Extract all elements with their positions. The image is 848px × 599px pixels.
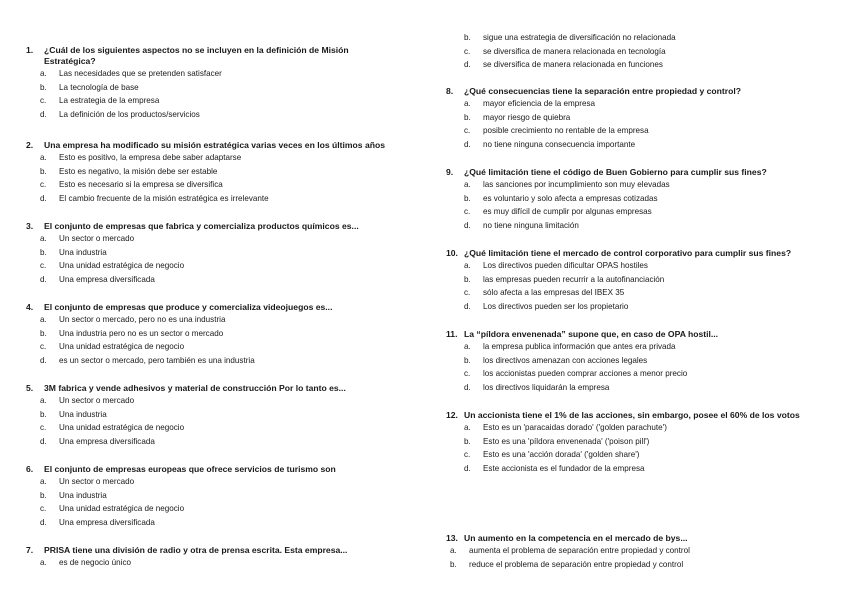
option-letter: c.: [464, 207, 471, 217]
answer-option: [446, 435, 800, 449]
question-text: El conjunto de empresas europeas que ofrece servicios de turismo son: [44, 464, 336, 474]
answer-option: [26, 165, 385, 179]
question-heading: [26, 464, 336, 475]
answer-option: [26, 259, 359, 273]
question: [26, 45, 349, 121]
option-text: Una unidad estratégica de negocio: [59, 423, 185, 433]
answer-option: [26, 108, 349, 122]
question: [26, 545, 347, 570]
option-letter: b.: [40, 409, 47, 419]
answer-option: [26, 475, 336, 489]
option-letter: c.: [40, 504, 47, 514]
question-heading: [446, 329, 718, 340]
answer-option: [446, 286, 791, 300]
option-text: Esto es necesario si la empresa se diversifica: [59, 180, 223, 190]
question-heading: [26, 545, 347, 556]
question: [446, 31, 676, 72]
answer-option: [446, 192, 767, 206]
option-letter: c.: [464, 126, 471, 136]
option-text: Una empresa diversificada: [59, 436, 155, 446]
option-letter: a.: [40, 477, 47, 486]
question-heading: [446, 410, 800, 421]
question-heading: [446, 533, 690, 544]
option-letter: a.: [464, 342, 471, 351]
option-letter: d.: [464, 382, 471, 392]
option-letter: b.: [464, 436, 471, 446]
question-text: ¿Qué limitación tiene el código de Buen Gobierno para cumplir sus fines?: [464, 167, 767, 177]
option-letter: c.: [40, 96, 47, 106]
answer-option: [26, 556, 347, 570]
answer-option: [446, 111, 741, 125]
answer-option: [26, 273, 359, 287]
question-number: 1.: [26, 45, 34, 55]
option-text: no tiene ninguna consecuencia importante: [483, 139, 636, 149]
option-text: los accionistas pueden comprar acciones a menor precio: [483, 369, 688, 379]
option-letter: a.: [40, 234, 47, 243]
question-number: 9.: [446, 167, 454, 177]
answer-option: [26, 421, 346, 435]
option-letter: a.: [40, 396, 47, 405]
question-number: 8.: [446, 86, 454, 96]
question-number: 3.: [26, 221, 34, 231]
option-text: Una industria: [59, 490, 107, 500]
option-text: es de negocio único: [59, 558, 131, 567]
answer-option: [26, 313, 332, 327]
option-letter: d.: [40, 436, 47, 446]
option-letter: a.: [450, 546, 457, 555]
answer-option: [446, 421, 800, 435]
answer-option: [446, 219, 767, 233]
answer-option: [446, 178, 767, 192]
option-text: no tiene ninguna limitación: [483, 220, 579, 230]
option-text: mayor eficiencia de la empresa: [483, 99, 596, 108]
option-text: Las necesidades que se pretenden satisfacer: [59, 69, 222, 78]
question-number: [26, 56, 44, 67]
option-text: Esto es un 'paracaidas dorado' ('golden parachute'): [483, 423, 667, 432]
answer-option: [26, 516, 336, 530]
option-text: aumenta el problema de separación entre propiedad y control: [469, 546, 690, 555]
question-number: 7.: [26, 545, 34, 555]
question-number: 13.: [446, 533, 458, 543]
option-letter: d.: [464, 301, 471, 311]
option-letter: b.: [464, 355, 471, 365]
option-text: Esto es positivo, la empresa debe saber adaptarse: [59, 153, 242, 162]
answer-option: [446, 558, 690, 572]
option-letter: b.: [464, 274, 471, 284]
question-number: 10.: [446, 248, 458, 258]
option-text: Esto es una 'acción dorada' ('golden share'): [483, 450, 640, 460]
option-letter: b.: [40, 490, 47, 500]
question: [26, 302, 332, 367]
question-heading: [26, 302, 332, 313]
question-heading: [26, 45, 349, 56]
answer-option: [446, 45, 676, 59]
question-text: 3M fabrica y vende adhesivos y material de construcción Por lo tanto es...: [44, 383, 346, 393]
option-letter: d.: [40, 109, 47, 119]
option-text: Una industria: [59, 247, 107, 257]
question: [446, 248, 791, 313]
option-text: La estrategia de la empresa: [59, 96, 160, 106]
option-letter: d.: [464, 220, 471, 230]
option-letter: c.: [40, 261, 47, 271]
option-text: los directivos amenazan con acciones legales: [483, 355, 648, 365]
option-text: es voluntario y solo afecta a empresas cotizadas: [483, 193, 658, 203]
answer-option: [26, 340, 332, 354]
question-text: Un accionista tiene el 1% de las acciones, sin embargo, posee el 60% de los votos: [464, 410, 800, 420]
option-text: es muy difícil de cumplir por algunas empresas: [483, 207, 652, 217]
option-text: los directivos liquidarán la empresa: [483, 382, 610, 392]
question-heading: [26, 221, 359, 232]
option-letter: c.: [464, 288, 471, 298]
option-text: Un sector o mercado: [59, 396, 135, 405]
question: [26, 221, 359, 286]
option-letter: a.: [40, 153, 47, 162]
question-text: Estratégica?: [44, 56, 96, 66]
option-text: Una unidad estratégica de negocio: [59, 261, 185, 271]
option-letter: b.: [40, 247, 47, 257]
option-text: Una industria: [59, 409, 107, 419]
option-text: Una unidad estratégica de negocio: [59, 342, 185, 352]
answer-option: [26, 232, 359, 246]
option-text: Una unidad estratégica de negocio: [59, 504, 185, 514]
question-text: ¿Qué limitación tiene el mercado de control corporativo para cumplir sus fines?: [464, 248, 792, 258]
answer-option: [446, 97, 741, 111]
option-letter: a.: [464, 261, 471, 270]
answer-option: [446, 124, 741, 138]
option-letter: a.: [40, 69, 47, 78]
option-letter: a.: [40, 315, 47, 324]
answer-option: [26, 435, 346, 449]
answer-option: [446, 448, 800, 462]
option-letter: b.: [464, 193, 471, 203]
option-letter: c.: [464, 450, 471, 460]
answer-option: [446, 300, 791, 314]
option-text: Una empresa diversificada: [59, 274, 155, 284]
option-text: Un sector o mercado: [59, 477, 135, 486]
answer-option: [26, 192, 385, 206]
option-letter: b.: [464, 112, 471, 122]
question-number: 5.: [26, 383, 34, 393]
option-text: se diversifica de manera relacionada en funciones: [483, 60, 663, 70]
option-letter: d.: [464, 463, 471, 473]
option-text: sigue una estrategia de diversificación no relacionada: [483, 33, 676, 42]
question-text: La “píldora envenenada” supone que, en caso de OPA hostil...: [464, 329, 719, 339]
option-text: Los directivos pueden dificultar OPAS hostiles: [483, 261, 648, 270]
question-text: Una empresa ha modificado su misión estratégica varias veces en los últimos años: [44, 140, 386, 150]
question-heading: [26, 383, 346, 394]
option-text: se diversifica de manera relacionada en tecnología: [483, 46, 666, 56]
answer-option: [26, 151, 385, 165]
question-number: 4.: [26, 302, 34, 312]
option-letter: b.: [40, 82, 47, 92]
option-letter: d.: [464, 139, 471, 149]
option-text: las sanciones por incumplimiento son muy elevadas: [483, 180, 670, 189]
option-letter: b.: [450, 559, 457, 569]
question: [446, 533, 690, 571]
answer-option: [26, 81, 349, 95]
option-letter: c.: [464, 46, 471, 56]
option-letter: c.: [40, 423, 47, 433]
answer-option: [26, 94, 349, 108]
answer-option: [446, 544, 690, 558]
option-letter: c.: [464, 369, 471, 379]
question-heading: [26, 140, 385, 151]
option-text: La definición de los productos/servicios: [59, 109, 200, 119]
option-letter: c.: [40, 342, 47, 352]
answer-option: [446, 354, 718, 368]
question-number: 6.: [26, 464, 34, 474]
option-text: Esto es una 'píldora envenenada' ('poison pill'): [483, 436, 650, 446]
question: [446, 329, 718, 394]
option-letter: d.: [40, 274, 47, 284]
question-heading: [446, 86, 741, 97]
answer-option: [26, 394, 346, 408]
answer-option: [446, 340, 718, 354]
answer-option: [446, 462, 800, 476]
answer-option: [26, 408, 346, 422]
answer-option: [26, 327, 332, 341]
question-number: 2.: [26, 140, 34, 150]
option-letter: d.: [40, 193, 47, 203]
answer-option: [446, 31, 676, 45]
option-text: mayor riesgo de quiebra: [483, 112, 571, 122]
answer-option: [446, 58, 676, 72]
question: [446, 167, 767, 232]
question: [446, 86, 741, 151]
question-number: 11.: [446, 329, 458, 339]
option-text: la empresa publica información que antes era privada: [483, 342, 676, 351]
option-letter: d.: [464, 60, 471, 70]
option-text: Los directivos pueden ser los propietario: [483, 301, 629, 311]
option-text: es un sector o mercado, pero también es una industria: [59, 355, 255, 365]
question: [26, 140, 385, 205]
option-text: Una industria pero no es un sector o mercado: [59, 328, 224, 338]
option-text: sólo afecta a las empresas del IBEX 35: [483, 288, 625, 298]
option-text: reduce el problema de separación entre propiedad y control: [469, 559, 684, 569]
option-text: posible crecimiento no rentable de la empresa: [483, 126, 649, 136]
option-text: La tecnología de base: [59, 82, 139, 92]
answer-option: [446, 367, 718, 381]
question-heading: [446, 248, 791, 259]
answer-option: [26, 502, 336, 516]
option-text: las empresas pueden recurrir a la autofinanciación: [483, 274, 665, 284]
question-text: Un aumento en la competencia en el mercado de bys...: [464, 533, 688, 543]
question-text: ¿Cuál de los siguientes aspectos no se incluyen en la definición de Misión: [44, 45, 349, 55]
answer-option: [26, 246, 359, 260]
answer-option: [26, 354, 332, 368]
option-letter: d.: [40, 355, 47, 365]
question: [26, 464, 336, 529]
option-letter: a.: [464, 423, 471, 432]
option-text: Un sector o mercado: [59, 234, 135, 243]
option-letter: a.: [40, 558, 47, 567]
option-text: Esto es negativo, la misión debe ser estable: [59, 166, 218, 176]
question-text: PRISA tiene una división de radio y otra de prensa escrita. Esta empresa...: [44, 545, 348, 555]
answer-option: [26, 67, 349, 81]
question: [26, 383, 346, 448]
question-heading: [446, 167, 767, 178]
question: [446, 410, 800, 475]
option-letter: b.: [464, 33, 471, 42]
question-text: El conjunto de empresas que produce y comercializa videojuegos es...: [44, 302, 333, 312]
answer-option: [446, 205, 767, 219]
answer-option: [26, 489, 336, 503]
option-text: Este accionista es el fundador de la empresa: [483, 463, 645, 473]
option-letter: b.: [40, 166, 47, 176]
answer-option: [446, 381, 718, 395]
question-text: ¿Qué consecuencias tiene la separación entre propiedad y control?: [464, 86, 741, 96]
answer-option: [446, 259, 791, 273]
option-letter: a.: [464, 99, 471, 108]
question-number: 12.: [446, 410, 458, 420]
option-letter: c.: [40, 180, 47, 190]
option-letter: d.: [40, 517, 47, 527]
answer-option: [446, 138, 741, 152]
question-text: El conjunto de empresas que fabrica y comercializa productos químicos es...: [44, 221, 359, 231]
question-heading: [26, 56, 349, 67]
option-letter: a.: [464, 180, 471, 189]
option-text: Un sector o mercado, pero no es una industria: [59, 315, 226, 324]
option-text: Una empresa diversificada: [59, 517, 155, 527]
option-letter: b.: [40, 328, 47, 338]
option-text: El cambio frecuente de la misión estratégica es irrelevante: [59, 193, 269, 203]
answer-option: [26, 178, 385, 192]
answer-option: [446, 273, 791, 287]
